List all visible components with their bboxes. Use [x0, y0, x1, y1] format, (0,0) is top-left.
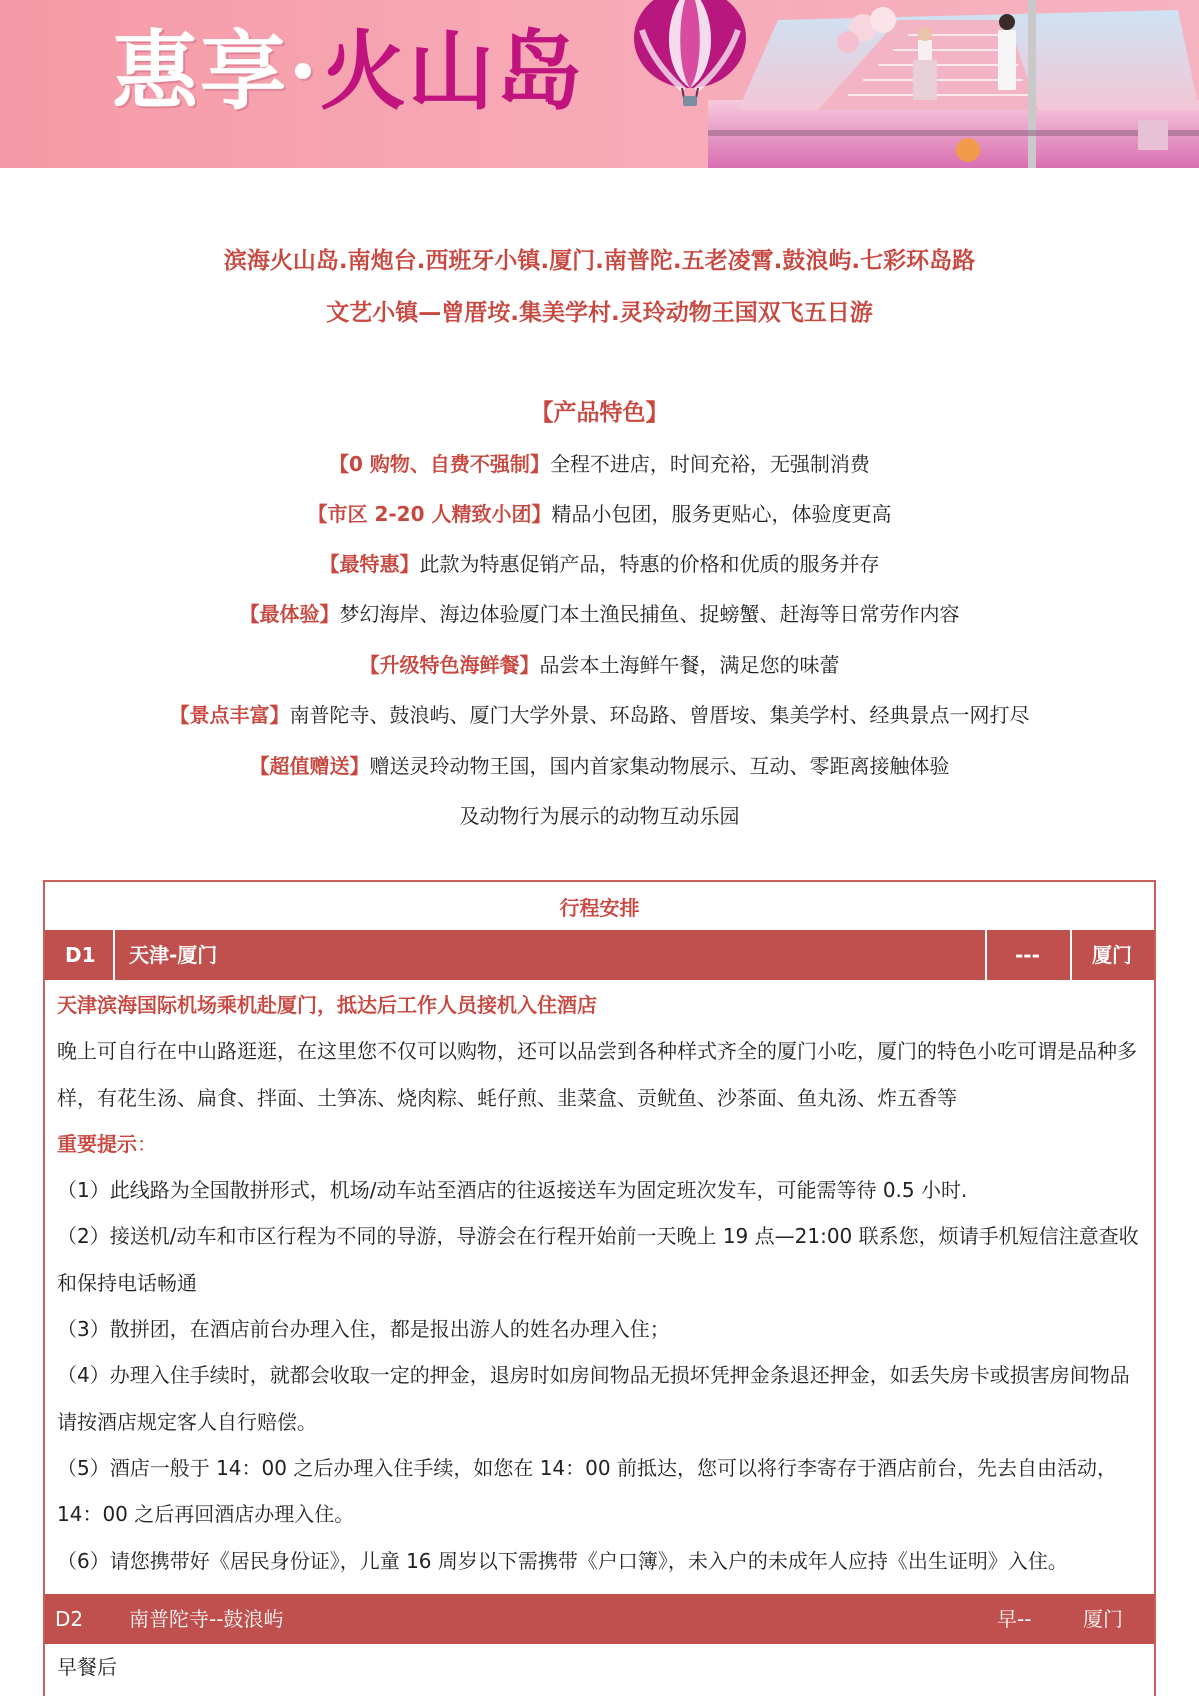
feature-item: [0, 649, 1199, 678]
day-lead: 天津滨海国际机场乘机赴厦门，抵达后工作人员接机入住酒店: [57, 993, 597, 1017]
day-content-d2: [57, 1644, 1147, 1690]
feature-tag: 【景点丰富】: [169, 703, 290, 727]
cell-divider: [985, 930, 987, 980]
banner-title-white: 惠享·: [112, 21, 320, 122]
day-description: 晚上可自行在中山路逛逛，在这里您不仅可以购物，还可以品尝到各种样式齐全的厦门小吃，厦门的特色小吃可谓是品种多样，有花生汤、扁食、拌面、土笋冻、烧肉粽、蚝仔煎、韭菜盒、贡鱿鱼、沙茶面、鱼丸汤、炸五香等: [57, 1039, 1137, 1110]
feature-item: [0, 498, 1199, 527]
feature-tag: 【升级特色海鲜餐】: [359, 653, 540, 677]
feature-tag: 【超值赠送】: [249, 754, 370, 778]
itinerary-heading: 行程安排: [559, 896, 640, 920]
day-content-d1: [57, 982, 1147, 1584]
feature-item: [0, 750, 1199, 779]
feature-continuation: 及动物行为展示的动物互动乐园: [459, 804, 740, 828]
day-meals: 早--: [997, 1607, 1032, 1631]
feature-tag: 【0 购物、自费不强制】: [329, 452, 550, 476]
feature-text: 梦幻海岸、海边体验厦门本土渔民捕鱼、捉螃蟹、赶海等日常劳作内容: [339, 602, 960, 626]
notice-colon: ：: [137, 1131, 157, 1156]
day-lead: 早餐后: [57, 1655, 117, 1679]
cell-divider: [1070, 930, 1072, 980]
feature-text: 品尝本土海鲜午餐，满足您的味蕾: [539, 653, 840, 677]
feature-text: 南普陀寺、鼓浪屿、厦门大学外景、环岛路、曾厝垵、集美学村、经典景点一网打尽: [289, 703, 1030, 727]
feature-item: [0, 448, 1199, 477]
feature-tag: 【最体验】: [239, 602, 340, 626]
route-title-line-1: 滨海火山岛.南炮台.西班牙小镇.厦门.南普陀.五老凌霄.鼓浪屿.七彩环岛路: [223, 248, 976, 274]
feature-text: 赠送灵玲动物王国，国内首家集动物展示、互动、零距离接触体验: [369, 754, 950, 778]
notice-item: （4）办理入住手续时，就都会收取一定的押金，退房时如房间物品无损坏凭押金条退还押金，如丢失房卡或损害房间物品请按酒店规定客人自行赔偿。: [57, 1363, 1130, 1434]
notice-item: （2）接送机/动车和市区行程为不同的导游，导游会在行程开始前一天晚上 19 点—21:00 联系您，烦请手机短信注意查收和保持电话畅通: [57, 1224, 1139, 1295]
day-stay: 厦门: [1092, 943, 1132, 967]
feature-item: [0, 598, 1199, 627]
notice-item: （1）此线路为全国散拼形式，机场/动车站至酒店的往返接送车为固定班次发车，可能需等待 0.5 小时.: [57, 1178, 968, 1203]
day-row-d2: [45, 1594, 1154, 1644]
cell-divider: [113, 930, 115, 980]
banner-title-pink: 火山岛: [319, 21, 584, 122]
day-route: 天津-厦门: [129, 943, 218, 967]
feature-text: 全程不进店，时间充裕，无强制消费: [549, 452, 870, 476]
notice-item: （5）酒店一般于 14：00 之后办理入住手续，如您在 14：00 前抵达，您可以将行李寄存于酒店前台，先去自由活动，14：00 之后再回酒店办理入住。: [57, 1455, 1117, 1527]
banner: [0, 0, 1199, 168]
notice-label: 重要提示: [57, 1131, 137, 1156]
feature-tag: 【最特惠】: [319, 552, 420, 576]
feature-text: 精品小包团，服务更贴心，体验度更高: [551, 502, 892, 526]
suitcase-image: [708, 0, 1199, 168]
day-meals: ---: [1015, 943, 1040, 967]
feature-item: [0, 699, 1199, 728]
banner-title: [112, 22, 584, 122]
notice-heading: [57, 1121, 1147, 1167]
day-row-d1: [45, 930, 1154, 980]
route-title-line-2: 文艺小镇—曾厝垵.集美学村.灵玲动物王国双飞五日游: [326, 300, 873, 326]
day-stay: 厦门: [1083, 1607, 1123, 1631]
day-route: 南普陀寺--鼓浪屿: [129, 1607, 284, 1631]
notice-item: （6）请您携带好《居民身份证》，儿童 16 周岁以下需携带《户口簿》，未入户的未成年人应持《出生证明》入住。: [57, 1548, 1068, 1573]
feature-item: [0, 548, 1199, 577]
feature-tag: 【市区 2-20 人精致小团】: [307, 502, 552, 526]
feature-text: 此款为特惠促销产品，特惠的价格和优质的服务并存: [419, 552, 880, 576]
itinerary-table: [43, 880, 1156, 1696]
notice-item: （3）散拼团，在酒店前台办理入住，都是报出游人的姓名办理入住；: [57, 1317, 670, 1342]
features-heading: 【产品特色】: [530, 400, 669, 426]
day-number: D1: [65, 943, 96, 967]
day-number: D2: [55, 1607, 84, 1631]
